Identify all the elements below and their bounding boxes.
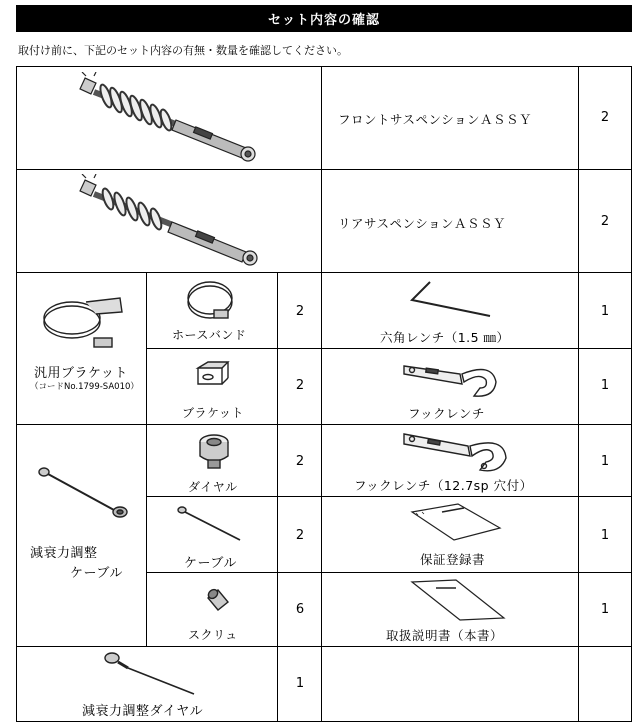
dial-name: ダイヤル bbox=[188, 480, 238, 494]
damping-cable-illustration bbox=[34, 462, 134, 526]
hook-wrench-name: フックレンチ bbox=[408, 406, 485, 421]
hex-wrench-icon bbox=[408, 278, 498, 318]
dial-illustration bbox=[196, 432, 232, 476]
rear-suspension-illustration bbox=[76, 174, 266, 270]
bracket-qty: 2 bbox=[295, 378, 305, 393]
hook-wrench-hole-icon bbox=[400, 426, 510, 474]
hook-wrench-hole-illustration bbox=[400, 426, 510, 478]
front-suspension-qty: 2 bbox=[600, 110, 610, 125]
manual-icon bbox=[408, 578, 508, 622]
hook-wrench-icon bbox=[400, 356, 500, 400]
cable-icon bbox=[176, 504, 246, 544]
manual-name: 取扱説明書（本書） bbox=[386, 628, 504, 643]
screw-icon bbox=[204, 588, 230, 614]
damping-cable-icon bbox=[34, 462, 134, 522]
intro-text: 取付け前に、下記のセット内容の有無・数量を確認してください。 bbox=[18, 44, 348, 57]
dial-qty: 2 bbox=[295, 454, 305, 469]
warranty-card-name: 保証登録書 bbox=[420, 552, 486, 567]
front-suspension-name: フロントサスペンションＡＳＳＹ bbox=[338, 112, 532, 127]
cable-illustration bbox=[176, 504, 246, 548]
cable-name: ケーブル bbox=[184, 556, 237, 571]
screw-qty: 6 bbox=[295, 602, 305, 617]
damping-dial-qty: 1 bbox=[295, 676, 305, 691]
dial-icon bbox=[196, 432, 232, 472]
damping-cable-label-line2: ケーブル bbox=[70, 566, 123, 581]
warranty-card-illustration bbox=[408, 502, 504, 546]
document-icon bbox=[408, 502, 504, 542]
hook-wrench-illustration bbox=[400, 356, 500, 404]
rear-suspension-qty: 2 bbox=[600, 214, 610, 229]
hose-band-icon bbox=[184, 278, 240, 322]
damping-dial-icon bbox=[102, 650, 202, 696]
hex-wrench-illustration bbox=[408, 278, 498, 322]
damping-dial-illustration bbox=[102, 650, 202, 700]
hose-band-illustration bbox=[184, 278, 240, 326]
universal-bracket-illustration bbox=[40, 288, 126, 354]
hook-wrench-qty: 1 bbox=[600, 378, 610, 393]
hex-wrench-qty: 1 bbox=[600, 304, 610, 319]
front-suspension-illustration bbox=[76, 72, 266, 168]
bracket-illustration bbox=[194, 360, 230, 394]
cable-qty: 2 bbox=[295, 528, 305, 543]
screw-name: スクリュ bbox=[188, 628, 238, 642]
coilover-icon bbox=[76, 174, 266, 266]
contents-table bbox=[16, 66, 632, 722]
hose-clamp-bracket-icon bbox=[40, 288, 126, 350]
rear-suspension-name: リアサスペンションＡＳＳＹ bbox=[338, 216, 506, 231]
screw-illustration bbox=[204, 588, 230, 618]
bracket-name: ブラケット bbox=[182, 406, 244, 420]
manual-qty: 1 bbox=[600, 602, 610, 617]
warranty-card-qty: 1 bbox=[600, 528, 610, 543]
section-title: セット内容の確認 bbox=[16, 5, 632, 32]
hex-wrench-name: 六角レンチ（1.5 ㎜） bbox=[380, 330, 510, 345]
damping-dial-name: 減衰力調整ダイヤル bbox=[82, 704, 204, 719]
hose-band-name: ホースバンド bbox=[172, 328, 247, 342]
universal-bracket-label: 汎用ブラケット bbox=[34, 366, 128, 381]
bracket-icon bbox=[194, 360, 230, 390]
damping-cable-label-line1: 減衰力調整 bbox=[30, 546, 98, 561]
universal-bracket-code: （コードNo.1799-SA010） bbox=[30, 382, 139, 392]
hook-wrench-hole-name: フックレンチ（12.7sp 穴付） bbox=[354, 478, 533, 493]
hook-wrench-hole-qty: 1 bbox=[600, 454, 610, 469]
coilover-icon bbox=[76, 72, 266, 164]
manual-illustration bbox=[408, 578, 508, 626]
hose-band-qty: 2 bbox=[295, 304, 305, 319]
